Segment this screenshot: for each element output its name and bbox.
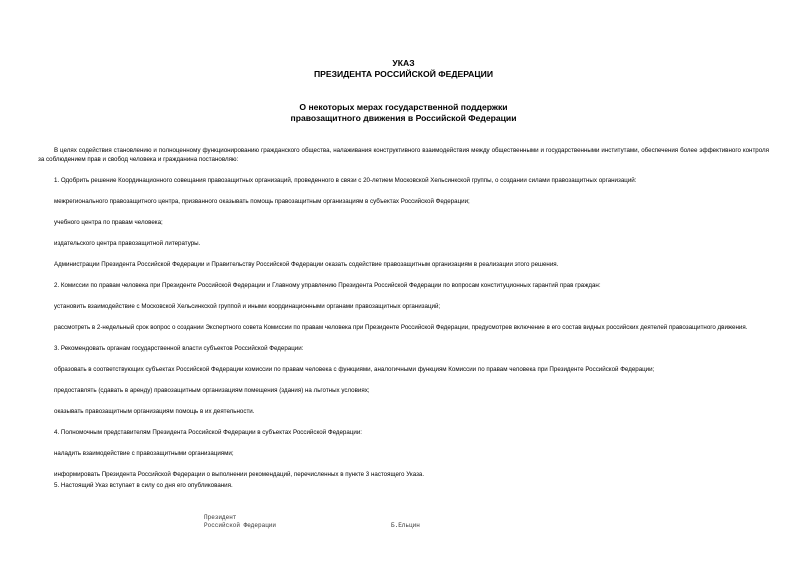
paragraph-9: 3. Рекомендовать органам государственной власти субъектов Российской Федерации: xyxy=(54,345,304,352)
decree-document xyxy=(38,58,769,490)
signatory-name: Б.Ельцин xyxy=(391,522,420,529)
signatory-position-line-2: Российской Федерации xyxy=(204,522,277,529)
paragraph-11: предоставлять (сдавать в аренду) правозащитным организациям помещения (здания) на льготных условиях; xyxy=(54,387,370,394)
decree-subtitle-line-1: О некоторых мерах государственной поддержки xyxy=(299,102,508,112)
paragraph-13: 4. Полномочным представителям Президента Российской Федерации в субъектах Российской Федерации: xyxy=(54,429,362,436)
signatory-position-line-1: Президент xyxy=(204,514,237,521)
decree-title: УКАЗ xyxy=(392,58,415,68)
paragraph-5: Администрации Президента Российской Федерации и Правительству Российской Федерации оказать содействие правозащитным организациям в реализации этого решения. xyxy=(54,261,559,268)
decree-issuer: ПРЕЗИДЕНТА РОССИЙСКОЙ ФЕДЕРАЦИИ xyxy=(313,69,494,79)
paragraph-1: 1. Одобрить решение Координационного совещания правозащитных организаций, проведенного в связи с 20-летием Московской Хельсинкской группы, о создании силами правозащитных организаций: xyxy=(54,177,637,184)
decree-subtitle xyxy=(38,102,769,124)
paragraph-15: информировать Президента Российской Федерации о выполнении рекомендаций, перечисленных в пункте 3 настоящего Указа. xyxy=(54,471,425,478)
decree-preamble: В целях содействия становлению и полноценному функционированию гражданского общества, налаживания конструктивного взаимодействия между общественными и государственными институтами, обеспечения более эффективного контроля за соблюдением прав и свобод человека и гражданина постановляю: xyxy=(38,147,769,163)
paragraph-14: наладить взаимодействие с правозащитными организациями; xyxy=(54,450,234,457)
paragraph-4: издательского центра правозащитной литературы. xyxy=(54,240,201,247)
paragraph-6: 2. Комиссии по правам человека при Президенте Российской Федерации и Главному управлению Президента Российской Федерации по вопросам конституционных гарантий прав граждан: xyxy=(54,282,601,289)
paragraph-3: учебного центра по правам человека; xyxy=(54,219,163,226)
paragraph-12: оказывать правозащитным организациям помощь в их деятельности. xyxy=(54,408,255,415)
paragraph-2: межрегионального правозащитного центра, призванного оказывать помощь правозащитным организациям в субъектах Российской Федерации; xyxy=(54,198,470,205)
paragraph-10: образовать в соответствующих субъектах Российской Федерации комиссии по правам человека с функциями, аналогичными функциям Комиссии по правам человека при Президенте Российской Федерации; xyxy=(54,366,655,373)
paragraph-7: установить взаимодействие с Московской Хельсинкской группой и иными координационными органами правозащитных организаций; xyxy=(54,303,441,310)
signatory-position xyxy=(204,514,324,530)
decree-subtitle-line-2: правозащитного движения в Российской Федерации xyxy=(290,113,517,123)
paragraph-16: 5. Настоящий Указ вступает в силу со дня его опубликования. xyxy=(54,482,233,489)
paragraph-8: рассмотреть в 2-недельный срок вопрос о создании Экспертного совета Комиссии по правам человека при Президенте Российской Федерации, предусмотрев включение в его состав видных российских деятелей правозащитного движения. xyxy=(54,324,748,331)
